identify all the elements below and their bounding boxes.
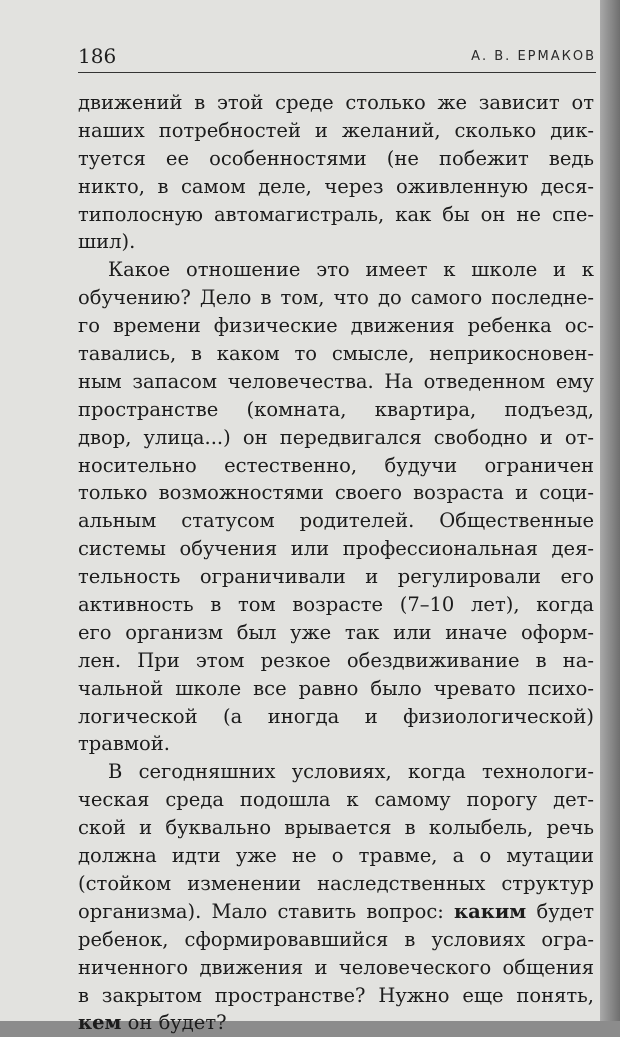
text-line: В сегодняшних условиях, когда технологи- xyxy=(108,760,594,784)
text-line: системы обучения или профессиональная дея- xyxy=(78,537,594,561)
text-line: обучению? Дело в том, что до самого последне- xyxy=(78,286,594,310)
text-line: шил). xyxy=(78,230,136,254)
page-number: 186 xyxy=(78,44,117,68)
text-line: должна идти уже не о травме, а о мутации xyxy=(78,844,594,868)
text-line: наших потребностей и желаний, сколько дик- xyxy=(78,118,594,142)
text-line: логической (а иногда и физиологической) xyxy=(78,704,594,728)
text-line: носительно естественно, будучи ограничен xyxy=(78,453,594,477)
emphasis-word: кем xyxy=(78,1011,122,1035)
paragraph xyxy=(78,256,594,758)
text-line: лен. При этом резкое обездвиживание в на- xyxy=(78,648,594,672)
text-line: только возможностями своего возраста и соци- xyxy=(78,481,594,505)
text-line: ниченного движения и человеческого общения xyxy=(78,955,594,979)
body-text xyxy=(78,89,594,1037)
text-line: организма). Мало ставить вопрос: каким будет xyxy=(78,899,594,923)
text-line: двор, улица...) он передвигался свободно и от- xyxy=(78,425,594,449)
text-line: чальной школе все равно было чревато психо- xyxy=(78,676,594,700)
paragraph xyxy=(78,758,594,1037)
text-line: активность в том возрасте (7–10 лет), когда xyxy=(78,593,594,617)
text-line: пространстве (комната, квартира, подъезд, xyxy=(78,397,594,421)
text-line: Какое отношение это имеет к школе и к xyxy=(108,258,594,282)
text-line: тавались, в каком то смысле, неприкосновен- xyxy=(78,342,594,366)
text-line: движений в этой среде столько же зависит от xyxy=(78,91,594,114)
paragraph xyxy=(78,89,594,256)
text-line: (стойком изменении наследственных структур xyxy=(78,871,594,895)
page-edge-shadow xyxy=(600,0,620,1021)
text-line: кем он будет? xyxy=(78,1011,227,1035)
text-line: туется ее особенностями (не побежит ведь xyxy=(78,146,594,170)
text-line: альным статусом родителей. Общественные xyxy=(78,509,594,533)
text-line: ребенок, сформировавшийся в условиях огра- xyxy=(78,927,594,951)
text-line: ской и буквально врывается в колыбель, речь xyxy=(78,816,594,840)
text-line: го времени физические движения ребенка ос- xyxy=(78,314,594,338)
text-line: ным запасом человечества. На отведенном ему xyxy=(78,369,594,393)
text-line: тельность ограничивали и регулировали его xyxy=(78,565,594,589)
text-line: никто, в самом деле, через оживленную деся- xyxy=(78,174,594,198)
emphasis-word: каким xyxy=(454,899,527,923)
text-line: ческая среда подошла к самому порогу дет- xyxy=(78,788,594,812)
text-line: типолосную автомагистраль, как бы он не спе- xyxy=(78,202,594,226)
text-line: его организм был уже так или иначе оформ- xyxy=(78,620,594,644)
running-head-author: А. В. ЕРМАКОВ xyxy=(471,49,596,64)
running-head xyxy=(78,44,596,73)
text-line: травмой. xyxy=(78,732,170,756)
text-line: в закрытом пространстве? Нужно еще понять, xyxy=(78,983,594,1007)
